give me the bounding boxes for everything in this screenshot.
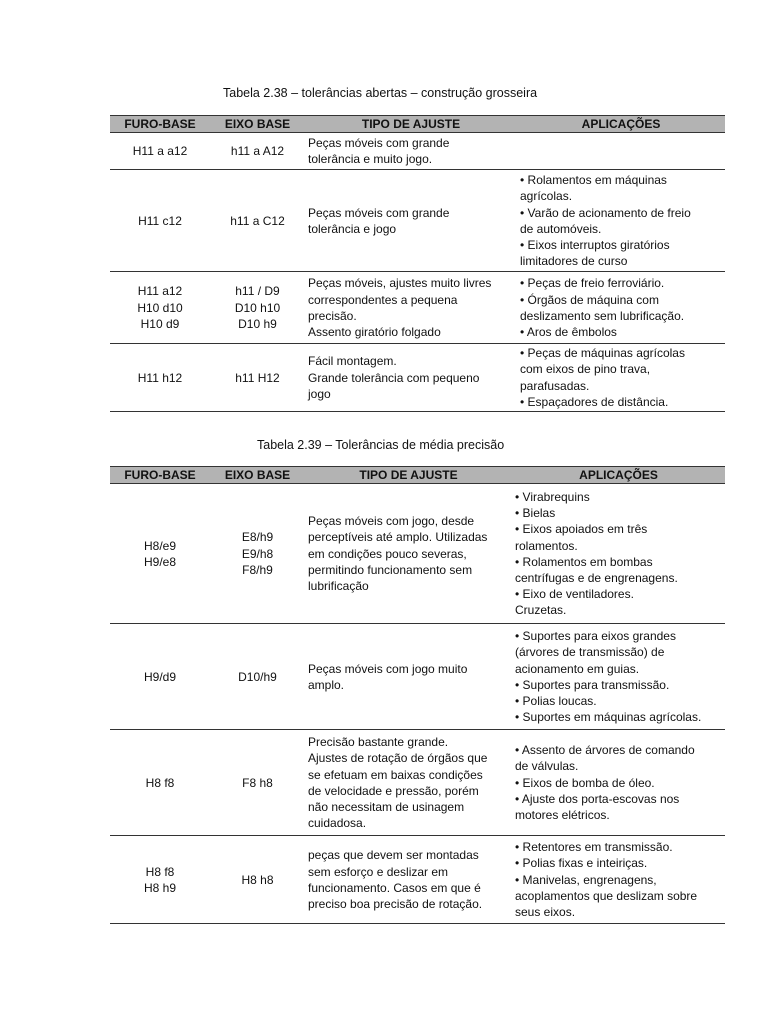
aplicacao-item: • Varão de acionamento de freio de automóveis. [520,205,691,236]
table-row [110,730,725,836]
cell-aplicacoes [517,272,725,344]
cell-eixo-base: h11 / D9 D10 h10 D10 h9 [210,272,305,344]
cell-aplicacoes [517,133,725,170]
cell-eixo-base: E8/h9 E9/h8 F8/h9 [210,484,305,624]
aplicacao-item: • Bielas [515,506,556,521]
cell-furo-base: H11 a12 H10 d10 H10 d9 [110,272,210,344]
aplicacao-item: • Rolamentos em bombas centrífugas e de engrenagens. [515,554,678,585]
cell-aplicacoes [512,484,725,624]
cell-furo-base: H9/d9 [110,624,210,730]
cell-eixo-base: h11 a A12 [210,133,305,170]
header-furo-base: FURO-BASE [110,467,210,484]
table-row [110,344,725,412]
table-caption: Tabela 2.39 – Tolerâncias de média precisão [257,438,505,452]
tolerance-table-2-39 [110,466,725,924]
cell-furo-base: H11 c12 [110,170,210,272]
aplicacao-item: • Suportes para eixos grandes (árvores de transmissão) de acionamento em guias. [515,629,676,676]
aplicacao-item: • Suportes para transmissão. [515,677,670,692]
table-row [110,836,725,924]
aplicacao-item: • Eixo de ventiladores. Cruzetas. [515,587,634,618]
aplicacao-item: • Rolamentos em máquinas agrícolas. [520,173,667,204]
aplicacao-item: • Peças de máquinas agrícolas com eixos de pino trava, parafusadas. [520,346,685,393]
header-aplicacoes: APLICAÇÕES [512,467,725,484]
aplicacao-item: • Ajuste dos porta-escovas nos motores elétricos. [515,791,680,822]
aplicacao-item: • Eixos interruptos giratórios limitadores de curso [520,237,670,269]
cell-eixo-base: F8 h8 [210,730,305,836]
aplicacao-item: • Suportes em máquinas agrícolas. [515,710,702,725]
cell-furo-base: H8/e9 H9/e8 [110,484,210,624]
tolerance-table-2-38 [110,115,725,412]
aplicacao-item: • Peças de freio ferroviário. [520,276,665,291]
cell-furo-base: H8 f8 [110,730,210,836]
aplicacao-item: • Manivelas, engrenagens, acoplamentos que deslizam sobre seus eixos. [515,872,698,919]
aplicacao-item: • Retentores em transmissão. [515,840,673,855]
cell-aplicacoes [512,730,725,836]
aplicacao-item: • Espaçadores de distância. [520,394,669,409]
cell-tipo-de-ajuste: Peças móveis com jogo muito amplo. [305,624,512,730]
aplicacao-item: • Virabrequins [515,489,590,504]
header-aplicacoes: APLICAÇÕES [517,116,725,133]
cell-aplicacoes [512,624,725,730]
table-row [110,484,725,624]
header-furo-base: FURO-BASE [110,116,210,133]
aplicacao-item: • Eixos de bomba de óleo. [515,775,655,790]
table-row [110,170,725,272]
cell-eixo-base: h11 H12 [210,344,305,412]
cell-tipo-de-ajuste: Fácil montagem. Grande tolerância com pequeno jogo [305,344,517,412]
cell-eixo-base: H8 h8 [210,836,305,924]
header-tipo-de-ajuste: TIPO DE AJUSTE [305,116,517,133]
aplicacao-item: • Órgãos de máquina com deslizamento sem lubrificação. [520,292,685,323]
table-caption: Tabela 2.38 – tolerâncias abertas – construção grosseira [223,86,538,100]
cell-tipo-de-ajuste: Precisão bastante grande. Ajustes de rotação de órgãos que se efetuam em baixas condições de velocidade e pressão, porém não necessitam de usinagem cuidadosa. [305,730,512,836]
cell-eixo-base: h11 a C12 [210,170,305,272]
header-tipo-de-ajuste: TIPO DE AJUSTE [305,467,512,484]
cell-tipo-de-ajuste: Peças móveis, ajustes muito livres correspondentes a pequena precisão. Assento giratório folgado [305,272,517,344]
table-row [110,272,725,344]
header-eixo-base: EIXO BASE [210,467,305,484]
cell-furo-base: H11 a a12 [110,133,210,170]
cell-aplicacoes [517,170,725,272]
table-header-row [110,467,725,484]
table-header-row [110,116,725,133]
aplicacao-item: • Assento de árvores de comando de válvulas. [515,743,695,774]
cell-aplicacoes [512,836,725,924]
cell-furo-base: H8 f8 H8 h9 [110,836,210,924]
cell-eixo-base: D10/h9 [210,624,305,730]
aplicacao-item: • Aros de êmbolos [520,324,617,339]
aplicacao-item: • Polias loucas. [515,693,597,708]
cell-tipo-de-ajuste: Peças móveis com grande tolerância e jogo [305,170,517,272]
aplicacao-item: • Polias fixas e inteiriças. [515,856,648,871]
cell-tipo-de-ajuste: Peças móveis com grande tolerância e muito jogo. [305,133,517,170]
header-eixo-base: EIXO BASE [210,116,305,133]
table-row [110,133,725,170]
cell-aplicacoes [517,344,725,412]
cell-furo-base: H11 h12 [110,344,210,412]
aplicacao-item: • Eixos apoiados em três rolamentos. [515,522,648,553]
table-row [110,624,725,730]
cell-tipo-de-ajuste: Peças móveis com jogo, desde perceptíveis até amplo. Utilizadas em condições pouco severas, permitindo funcionamento sem lubrificação [305,484,512,624]
cell-tipo-de-ajuste: peças que devem ser montadas sem esforço e deslizar em funcionamento. Casos em que é preciso boa precisão de rotação. [305,836,512,924]
